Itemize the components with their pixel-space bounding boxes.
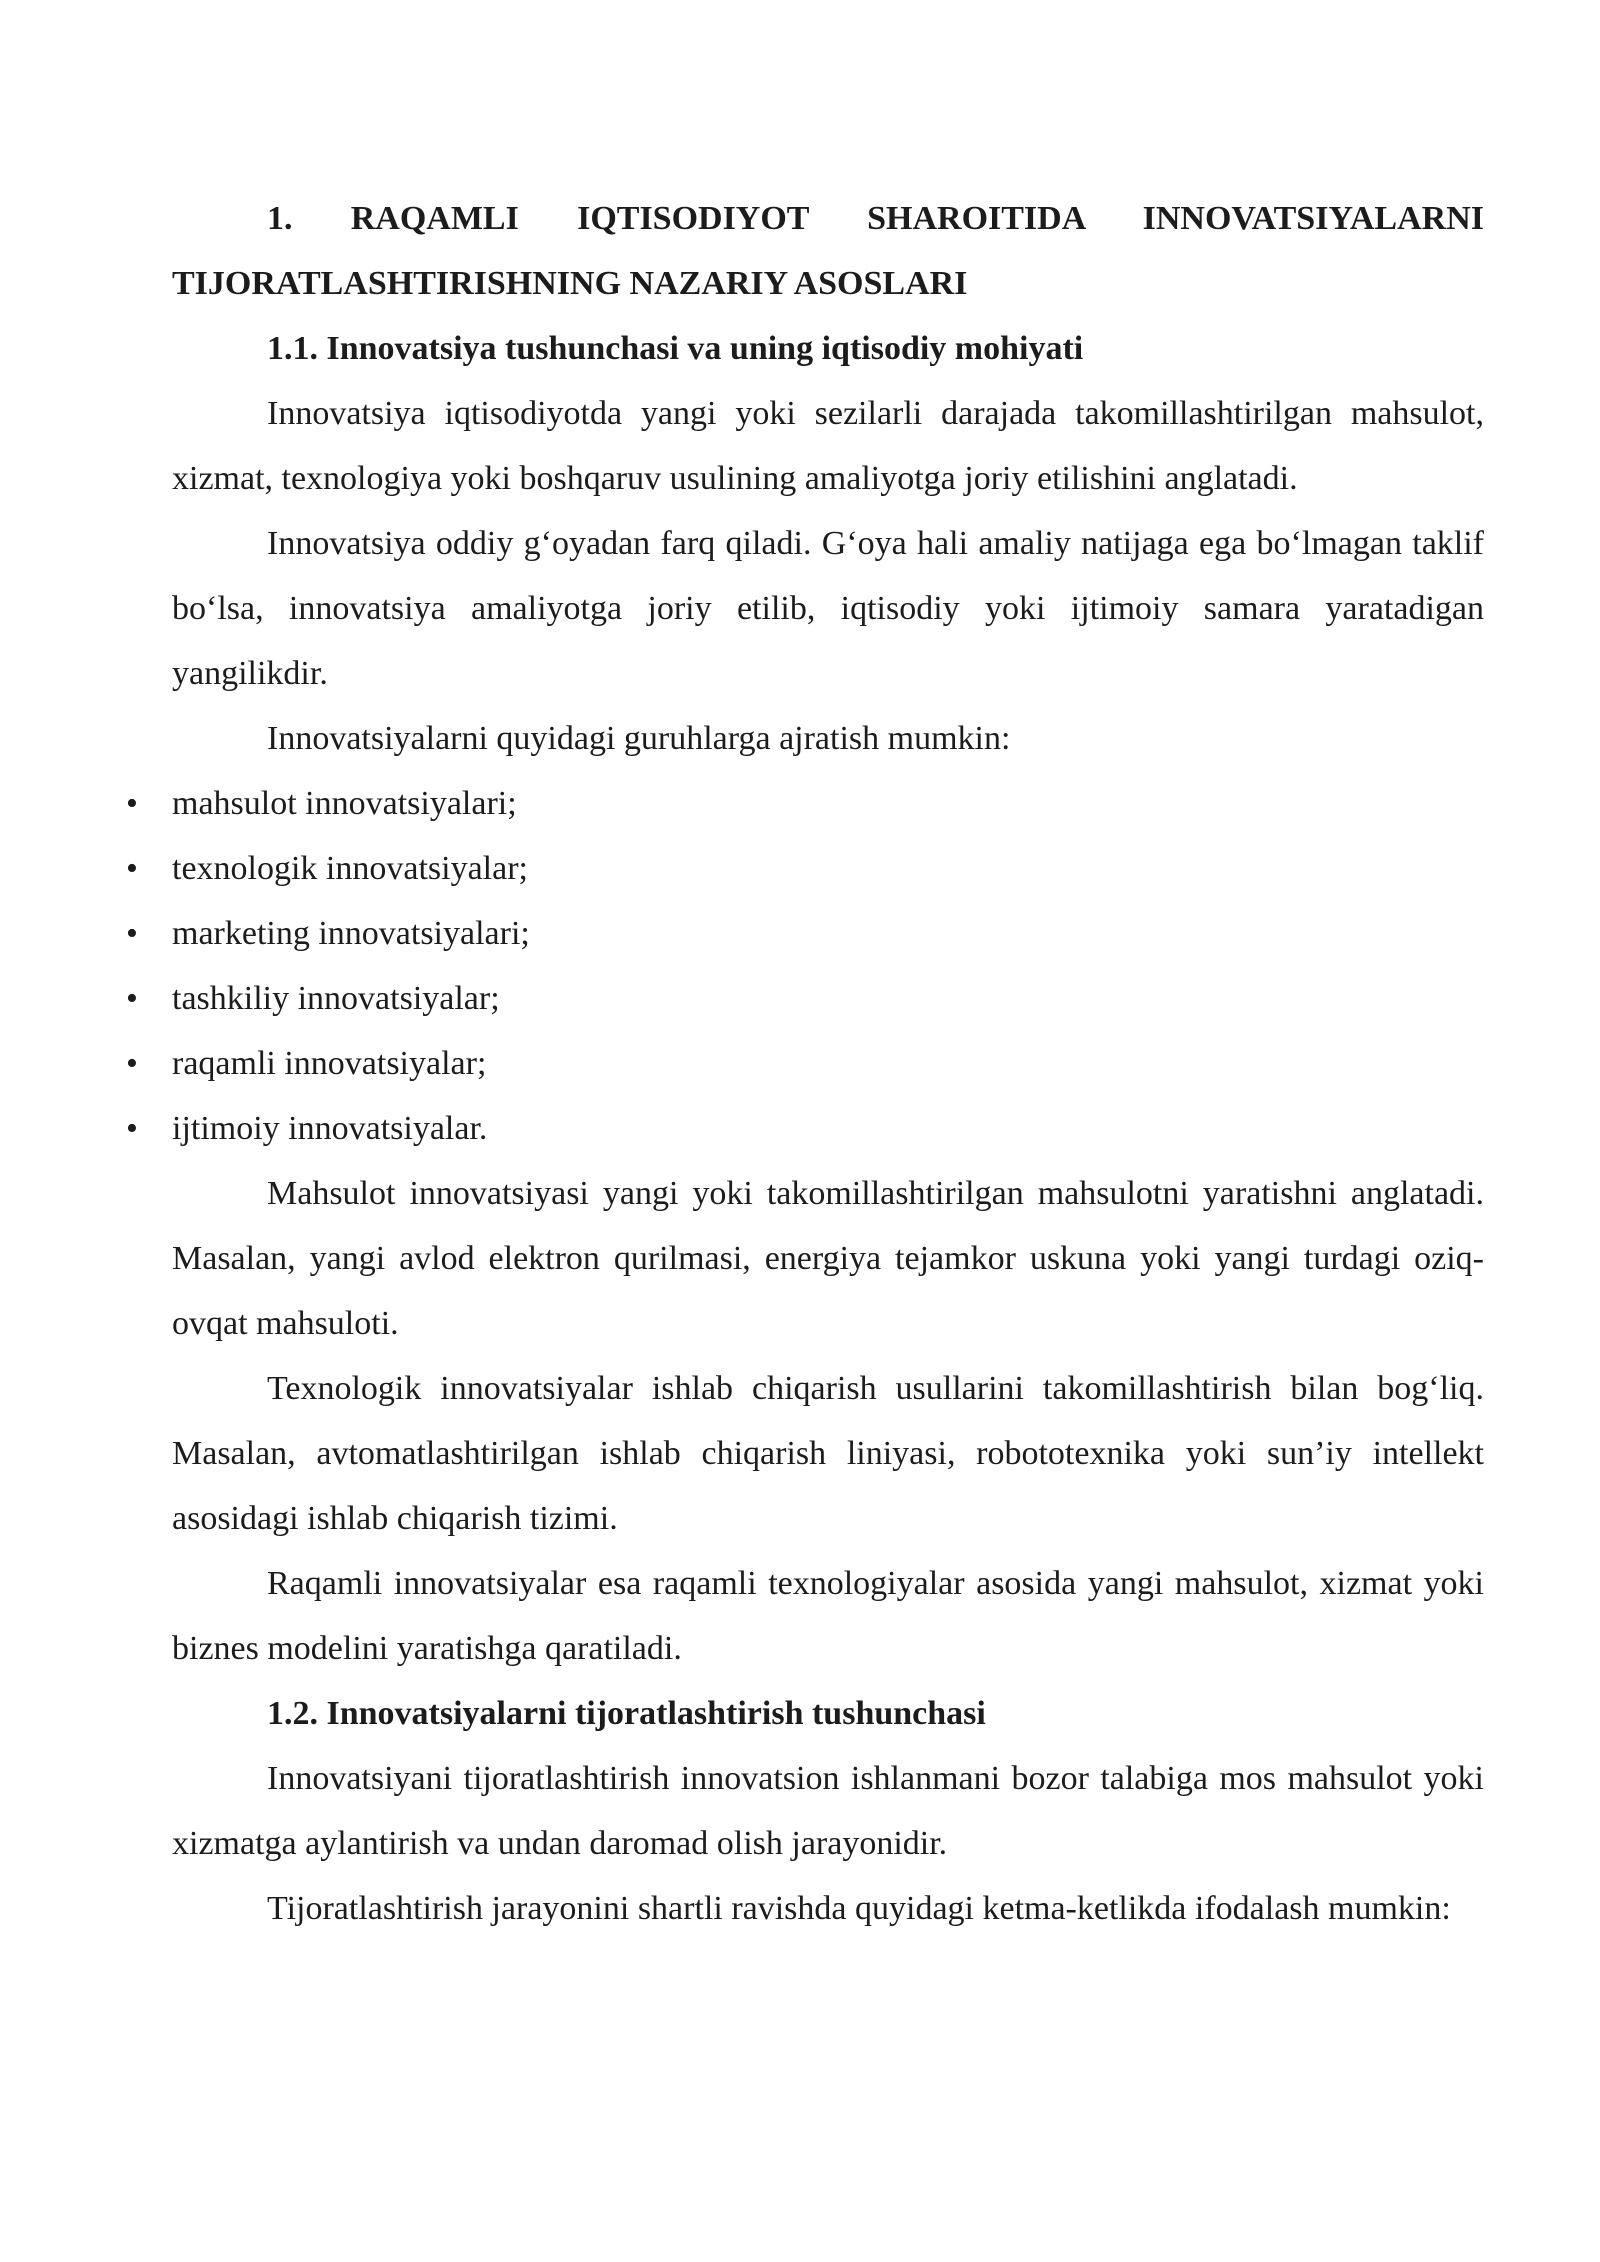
list-item-text: texnologik innovatsiyalar;: [172, 850, 528, 887]
bullet-icon: •: [126, 980, 138, 1017]
list-item: [126, 1096, 1484, 1161]
bullet-icon: •: [126, 1110, 138, 1147]
section-heading-1-2: 1.2. Innovatsiyalarni tijoratlashtirish tushunchasi: [267, 1695, 986, 1732]
bullet-icon: •: [126, 785, 138, 822]
section-heading-1-1: 1.1. Innovatsiya tushunchasi va uning iqtisodiy mohiyati: [267, 330, 1084, 367]
paragraph: Innovatsiya iqtisodiyotda yangi yoki sezilarli darajada takomillashtirilgan mahsulot, xizmat, texnologiya yoki boshqaruv usulining amaliyotga joriy etilishini anglatadi.: [172, 395, 1484, 497]
document-page: [126, 186, 1484, 1941]
list-item-text: marketing innovatsiyalari;: [172, 915, 530, 952]
chapter-heading: 1. RAQAMLI IQTISODIYOT SHAROITIDA INNOVATSIYALARNI TIJORATLASHTIRISHNING NAZARIY ASOSLARI: [172, 200, 1484, 302]
paragraph: Innovatsiya oddiy g‘oyadan farq qiladi. G‘oya hali amaliy natijaga ega bo‘lmagan taklif bo‘lsa, innovatsiya amaliyotga joriy etilib, iqtisodiy yoki ijtimoiy samara yaratadigan yangilikdir.: [172, 525, 1484, 692]
list-item: [126, 901, 1484, 966]
list-item: [126, 836, 1484, 901]
innovation-types-list: [126, 771, 1484, 1161]
bullet-icon: •: [126, 915, 138, 952]
paragraph: Raqamli innovatsiyalar esa raqamli texnologiyalar asosida yangi mahsulot, xizmat yoki biznes modelini yaratishga qaratiladi.: [172, 1565, 1484, 1667]
paragraph: Innovatsiyani tijoratlashtirish innovatsion ishlanmani bozor talabiga mos mahsulot yoki xizmatga aylantirish va undan daromad olish jarayonidir.: [172, 1760, 1484, 1862]
list-item-text: ijtimoiy innovatsiyalar.: [172, 1110, 488, 1147]
paragraph: Texnologik innovatsiyalar ishlab chiqarish usullarini takomillashtirish bilan bog‘liq. Masalan, avtomatlashtirilgan ishlab chiqarish liniyasi, robototexnika yoki sun’iy intellekt asosidagi ishlab chiqarish tizimi.: [172, 1370, 1484, 1537]
paragraph: Mahsulot innovatsiyasi yangi yoki takomillashtirilgan mahsulotni yaratishni anglatadi. Masalan, yangi avlod elektron qurilmasi, energiya tejamkor uskuna yoki yangi turdagi oziq-ovqat mahsuloti.: [172, 1175, 1484, 1342]
paragraph: Tijoratlashtirish jarayonini shartli ravishda quyidagi ketma-ketlikda ifodalash mumkin:: [267, 1890, 1451, 1927]
list-item-text: mahsulot innovatsiyalari;: [172, 785, 517, 822]
bullet-icon: •: [126, 850, 138, 887]
list-item-text: tashkiliy innovatsiyalar;: [172, 980, 500, 1017]
bullet-icon: •: [126, 1045, 138, 1082]
list-item-text: raqamli innovatsiyalar;: [172, 1045, 487, 1082]
list-item: [126, 771, 1484, 836]
paragraph: Innovatsiyalarni quyidagi guruhlarga ajratish mumkin:: [267, 720, 1011, 757]
list-item: [126, 966, 1484, 1031]
list-item: [126, 1031, 1484, 1096]
